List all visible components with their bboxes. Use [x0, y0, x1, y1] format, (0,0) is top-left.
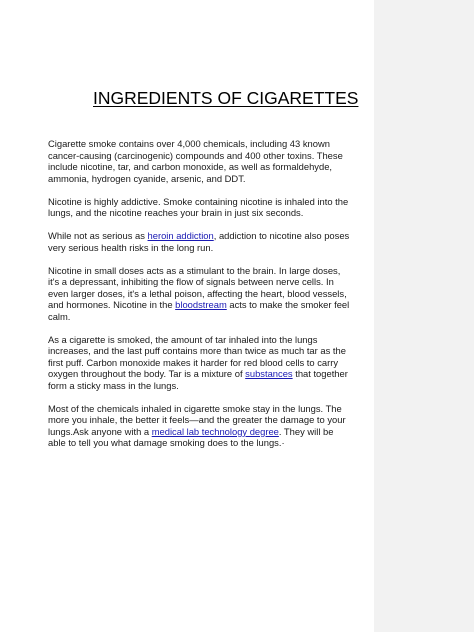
text-line — [48, 299, 366, 311]
text-line — [48, 230, 366, 242]
text-line: Cigarette smoke contains over 4,000 chemicals, including 43 known — [48, 138, 330, 149]
document-body — [48, 138, 366, 460]
text-segment: While not as serious as — [48, 230, 148, 241]
substances-link[interactable]: substances — [245, 368, 293, 379]
text-line: include nicotine, tar, and carbon monoxide, as well as formaldehyde, — [48, 161, 333, 172]
heroin-addiction-link[interactable]: heroin addiction — [147, 230, 214, 241]
text-line: Most of the chemicals inhaled in cigarette smoke stay in the lungs. The — [48, 402, 342, 414]
text-line — [48, 426, 366, 438]
text-segment: . They will be — [278, 425, 334, 437]
text-line: first puff. Carbon monoxide makes it harder for red blood cells to carry — [48, 356, 339, 368]
comment-pane — [374, 0, 474, 632]
text-segment: and hormones. Nicotine in the — [48, 299, 176, 310]
paragraph-health-risks — [48, 230, 366, 253]
text-segment: , addiction to nicotine also poses — [213, 230, 350, 241]
text-segment: lungs.Ask anyone with a — [48, 425, 152, 437]
text-line: calm. — [48, 310, 71, 322]
text-line: more you inhale, the better it feels—and the greater the damage to your — [48, 414, 346, 425]
paragraph-chemicals — [48, 138, 366, 184]
text-segment: acts to make the smoker feel — [226, 299, 350, 310]
text-line: very serious health risks in the long run. — [48, 241, 214, 253]
paragraph-tar — [48, 334, 366, 392]
text-segment: oxygen throughout the body. Tar is a mixture of — [48, 368, 246, 379]
paragraph-lungs — [48, 403, 366, 449]
text-line: it's a depressant, inhibiting the flow of signals between nerve cells. In — [48, 276, 334, 287]
text-line: ammonia, hydrogen cyanide, arsenic, and DDT. — [48, 172, 246, 184]
text-line: able to tell you what damage smoking does to the lungs.· — [48, 437, 285, 448]
text-line — [48, 368, 366, 380]
text-line: even larger doses, it's a lethal poison, affecting the heart, blood vessels, — [48, 287, 347, 299]
text-line: form a sticky mass in the lungs. — [48, 379, 179, 391]
text-line: Nicotine is highly addictive. Smoke containing nicotine is inhaled into the — [48, 195, 349, 207]
text-line: increases, and the last puff contains more than twice as much tar as the — [48, 345, 346, 356]
text-segment: that together — [292, 368, 348, 379]
paragraph-doses — [48, 265, 366, 323]
paragraph-addictive — [48, 196, 366, 219]
bloodstream-link[interactable]: bloodstream — [175, 299, 227, 310]
text-line: Nicotine in small doses acts as a stimulant to the brain. In large doses, — [48, 264, 341, 276]
document-title: INGREDIENTS OF CIGARETTES — [93, 88, 359, 108]
medical-lab-technology-degree-link[interactable]: medical lab technology degree — [151, 425, 279, 437]
text-line: As a cigarette is smoked, the amount of tar inhaled into the lungs — [48, 333, 318, 345]
text-line: cancer-causing (carcinogenic) compounds and 400 other toxins. These — [48, 149, 343, 161]
text-line: lungs, and the nicotine reaches your brain in just six seconds. — [48, 207, 304, 218]
